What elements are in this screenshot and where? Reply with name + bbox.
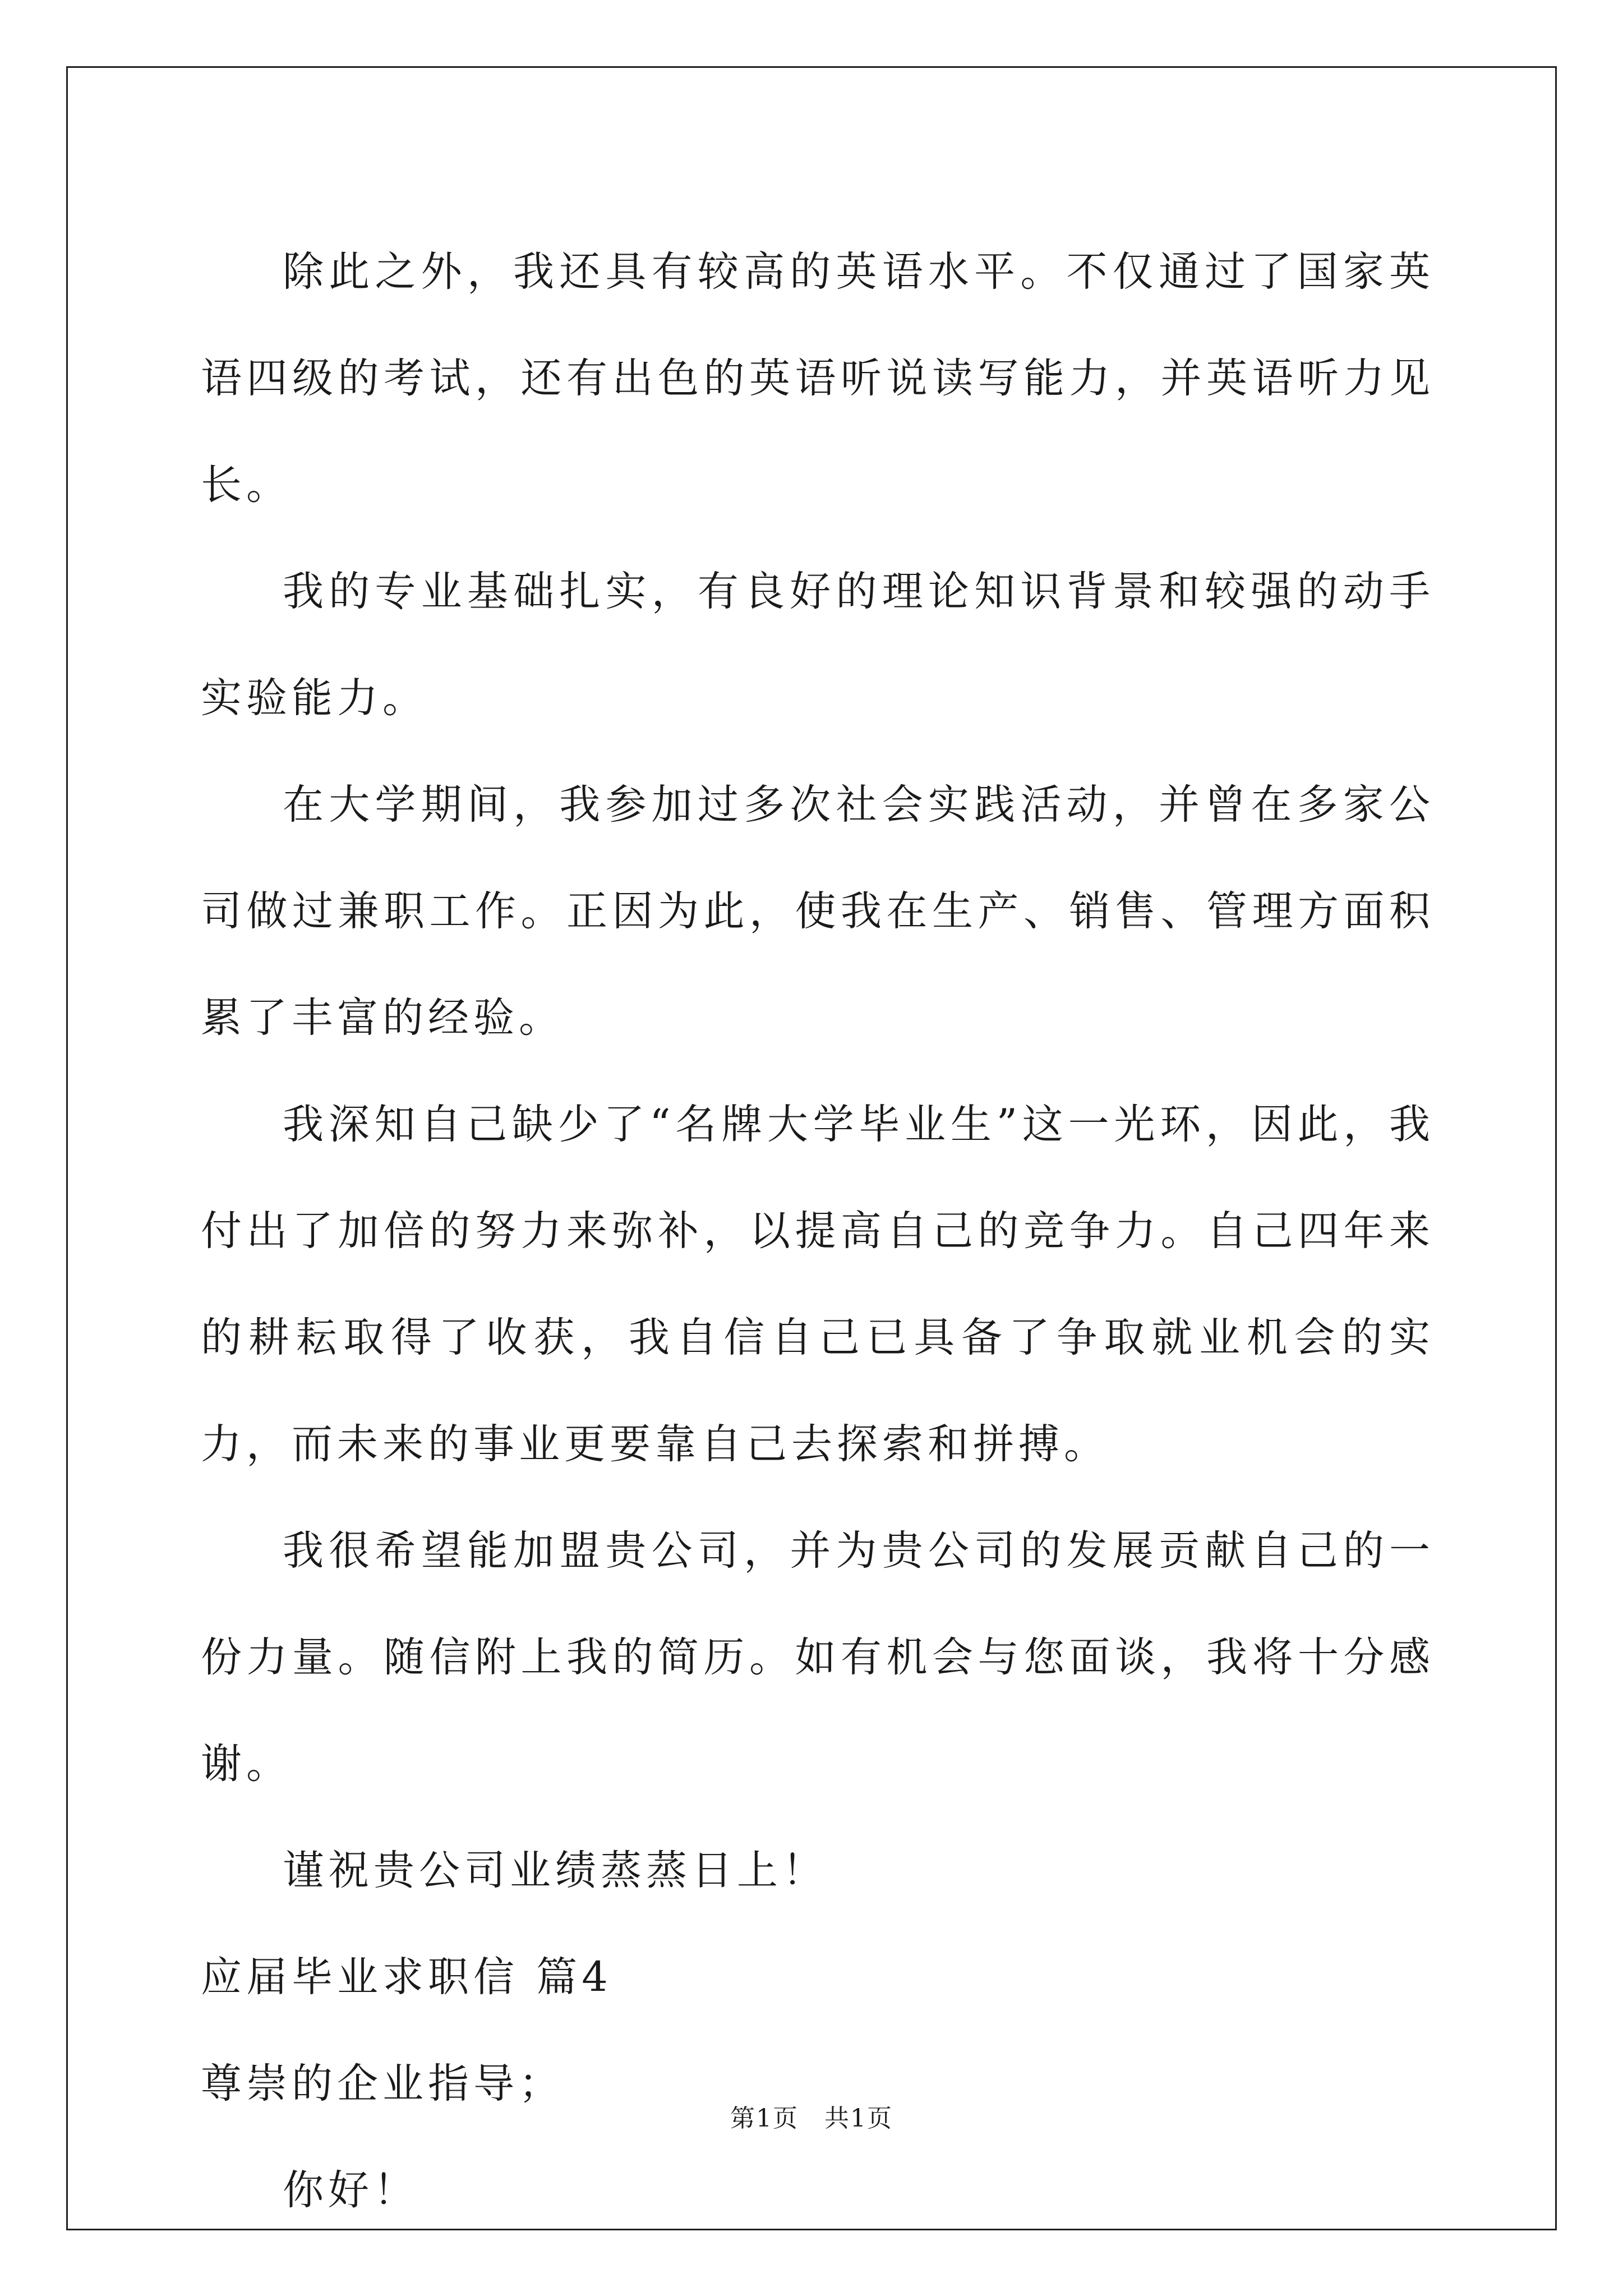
section-heading: 应届毕业求职信 篇4 (201, 1953, 612, 2001)
paragraph-join-company: 我很希望能加盟贵公司，并为贵公司的发展贡献自己的一份力量。随信附上我的简历。如有机会与您面谈，我将十分感谢。 (201, 1527, 1435, 1788)
salutation: 尊崇的企业指导； (201, 2060, 564, 2108)
paragraph-social-practice: 在大学期间，我参加过多次社会实践活动，并曾在多家公司做过兼职工作。正因为此，使我在生产、销售、管理方面积累了丰富的经验。 (201, 781, 1435, 1042)
document-body (201, 219, 1435, 2244)
paragraph-closing-wish: 谨祝贵公司业绩蒸蒸日上！ (283, 1847, 828, 1894)
paragraph-self-improvement: 我深知自己缺少了“名牌大学毕业生”这一光环，因此，我付出了加倍的努力来弥补，以提高自己的竞争力。自己四年来的耕耘取得了收获，我自信自己已具备了争取就业机会的实力，而未来的事业更要靠自己去探索和拼搏。 (201, 1101, 1435, 1468)
page-footer: 第1页 共1页 (730, 2104, 893, 2133)
paragraph-professional-foundation: 我的专业基础扎实，有良好的理论知识背景和较强的动手实验能力。 (201, 568, 1435, 722)
greeting: 你好！ (283, 2166, 419, 2214)
paragraph-english-skills: 除此之外，我还具有较高的英语水平。不仅通过了国家英语四级的考试，还有出色的英语听说读写能力，并英语听力见长。 (201, 248, 1435, 509)
